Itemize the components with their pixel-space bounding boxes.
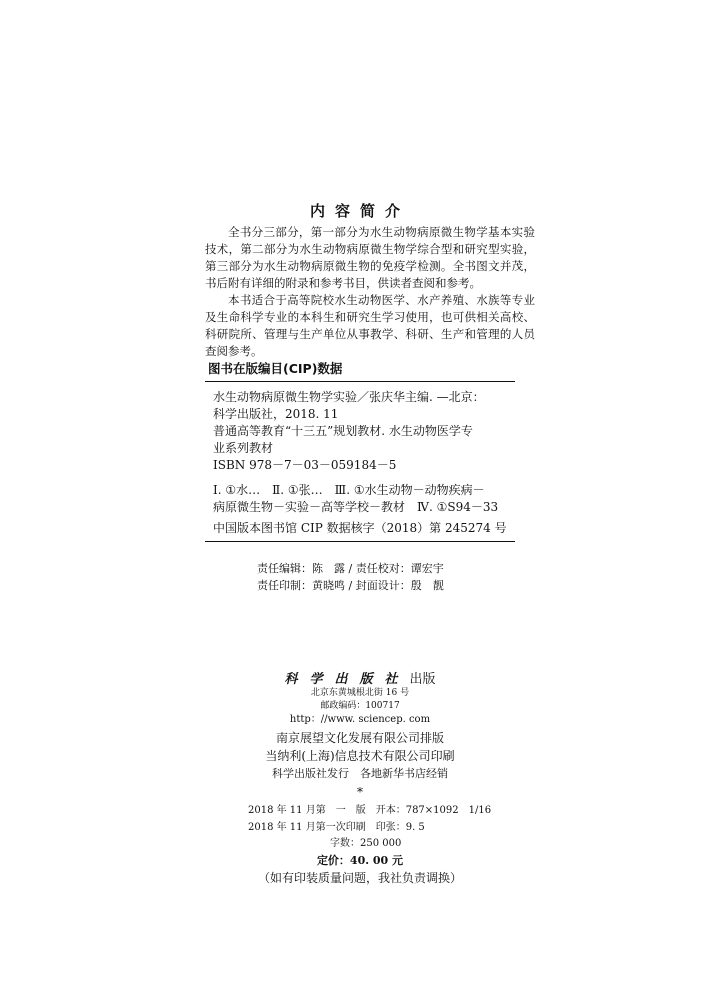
distribution: 科学出版社发行 各地新华书店经销 bbox=[272, 767, 448, 780]
cip-line: 科学出版社，2018. 11 bbox=[213, 407, 339, 421]
cip-line: 病原微生物－实验－高等学校－教材 Ⅳ. ①S94－33 bbox=[213, 500, 499, 514]
typeset-company: 南京展望文化发展有限公司排版 bbox=[275, 731, 444, 745]
intro-paragraph-1: 全书分三部分，第一部分为水生动物病原微生物学基本实验技术，第二部分为水生动物病原微生物学综合型和研究型实验，第三部分为水生动物病原微生物的免疫学检测。全书图文并茂，书后附有详细的附录和参考书目，供读者查阅和参考。 bbox=[205, 225, 535, 290]
page-title: 内容简介 bbox=[309, 202, 410, 220]
publisher-address: 北京东黄城根北街 16 号 bbox=[310, 688, 410, 698]
cip-line: Ⅰ. ①水… Ⅱ. ①张… Ⅲ. ①水生动物－动物疾病－ bbox=[213, 483, 485, 497]
word-count: 字数：250 000 bbox=[330, 838, 402, 849]
publisher-suffix: 出版 bbox=[409, 672, 436, 687]
publisher-name bbox=[0, 668, 720, 687]
quality-note: （如有印装质量问题，我社负责调换） bbox=[257, 871, 462, 885]
credits-line-2: 责任印制：黄晓鸣 / 封面设计：殷 靓 bbox=[257, 579, 444, 592]
cip-line: 中国版本图书馆 CIP 数据核字（2018）第 245274 号 bbox=[213, 521, 507, 535]
separator-star: * bbox=[357, 785, 363, 799]
publisher-postcode: 邮政编码：100717 bbox=[320, 701, 400, 711]
intro-paragraph-2: 本书适合于高等院校水生动物医学、水产养殖、水族等专业及生命科学专业的本科生和研究生学习使用，也可供相关高校、科研院所、管理与生产单位从事教学、科研、生产和管理的人员查阅参考。 bbox=[205, 293, 535, 358]
cip-block bbox=[213, 389, 513, 537]
printing-info: 2018 年 11 月第一次印刷 印张：9. 5 bbox=[248, 822, 425, 833]
publisher-logo-text: 科学出版社 bbox=[284, 672, 410, 687]
publisher-website: http：//www. sciencep. com bbox=[289, 714, 431, 725]
credits-line-1: 责任编辑：陈 露 / 责任校对：谭宏宇 bbox=[257, 562, 444, 575]
edition-info: 2018 年 11 月第 一 版 开本：787×1092 1/16 bbox=[248, 805, 492, 816]
cip-heading: 图书在版编目(CIP)数据 bbox=[208, 361, 343, 376]
cip-line: 业系列教材 bbox=[213, 441, 274, 455]
cip-line: 水生动物病原微生物学实验／张庆华主编. —北京： bbox=[213, 390, 485, 404]
cip-top-rule bbox=[205, 381, 515, 382]
printer-company: 当纳利(上海)信息技术有限公司印刷 bbox=[265, 749, 455, 763]
intro-text bbox=[205, 224, 535, 360]
cip-bottom-rule bbox=[205, 541, 515, 542]
cip-line: ISBN 978－7－03－059184－5 bbox=[213, 458, 397, 472]
price: 定价：40. 00 元 bbox=[316, 854, 404, 867]
cip-line: 普通高等教育“十三五”规划教材. 水生动物医学专 bbox=[213, 424, 473, 438]
